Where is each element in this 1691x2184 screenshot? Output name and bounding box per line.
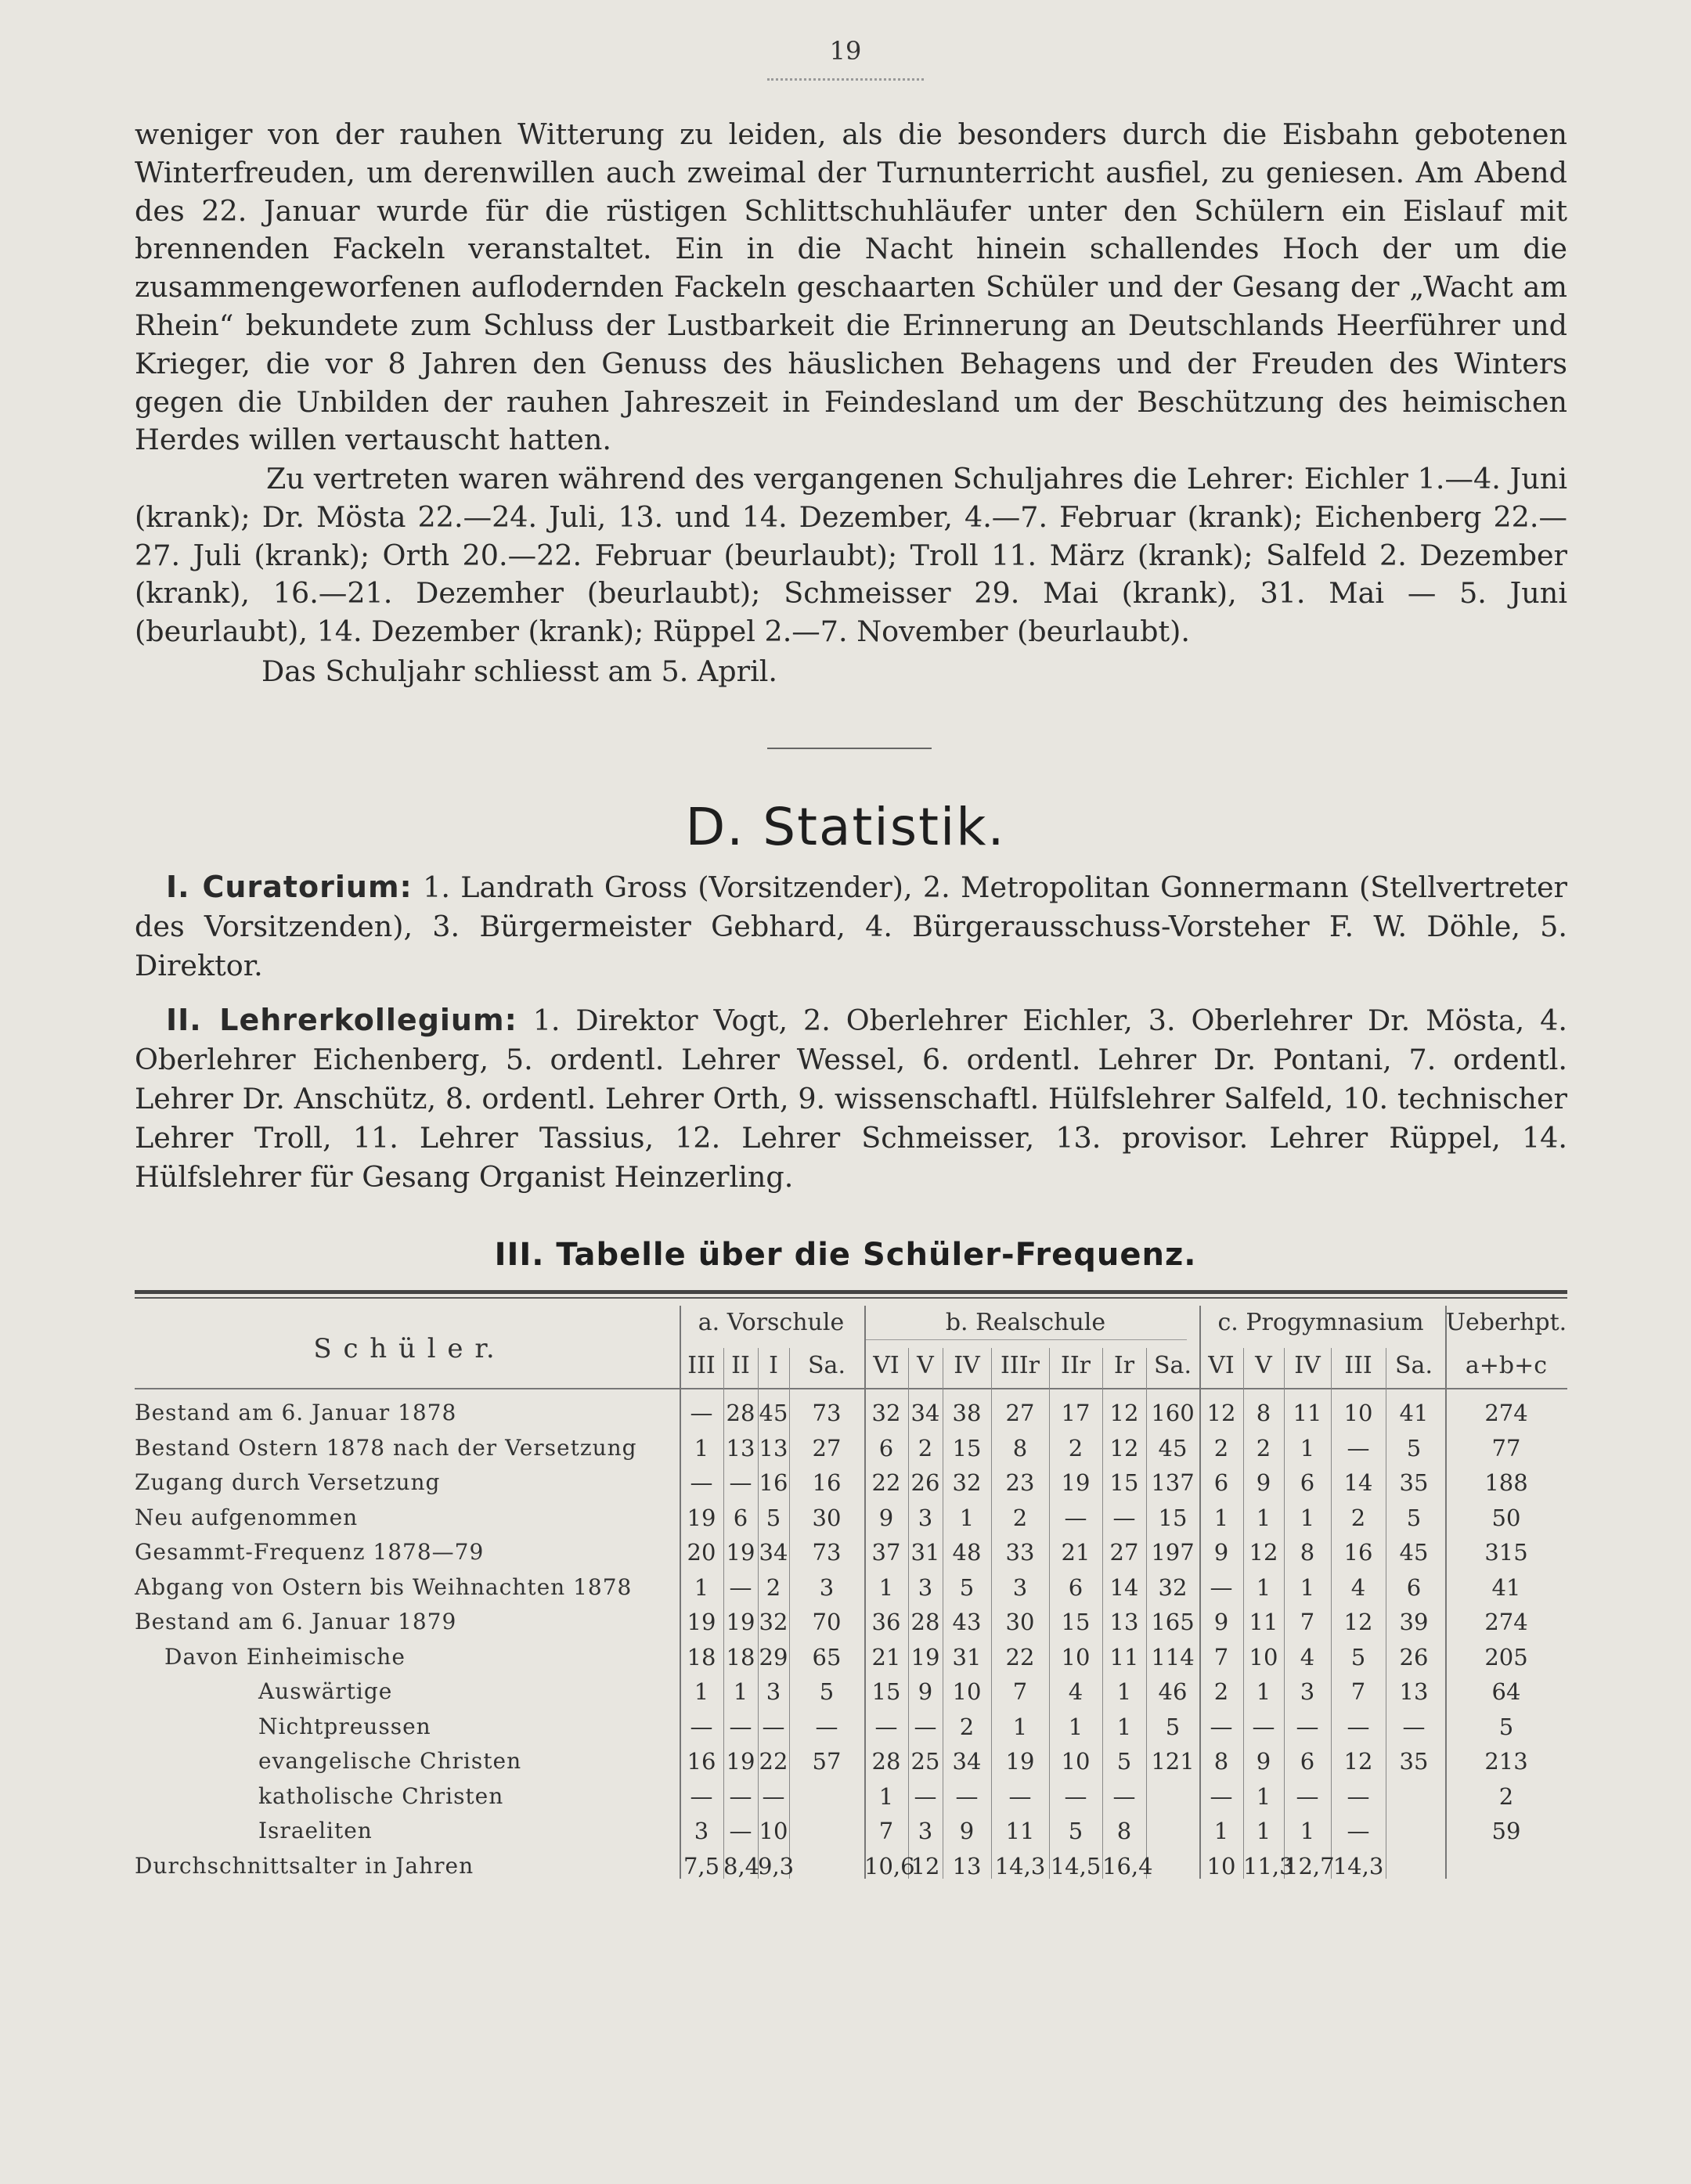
table-cell: 8: [1213, 1748, 1229, 1775]
table-cell: 11: [1109, 1643, 1139, 1670]
table-cell: 30: [1005, 1609, 1035, 1635]
table-cell: 70: [812, 1609, 842, 1635]
table-cell: 1: [1116, 1713, 1132, 1740]
group-underline: [864, 1339, 1187, 1340]
table-cell: 65: [812, 1643, 842, 1670]
table-cell: 21: [1061, 1539, 1091, 1566]
group-header-progymnasium: c. Progymnasium: [1217, 1309, 1424, 1336]
table-cell: 2: [959, 1713, 975, 1740]
table-cell: 114: [1151, 1643, 1195, 1670]
table-cell: 6: [1068, 1573, 1083, 1601]
table-cell: 3: [918, 1504, 933, 1531]
table-cell: 15: [1061, 1609, 1091, 1635]
curatorium-section: I. Curatorium: 1. Landrath Gross (Vorsitzender), 2. Metropolitan Gonnermann (Stellvertreter des Vorsitzenden), 3. Bürgermeister Gebhard, 4. Bürgerausschuss-Vorsteher F. W. Döhle, 5. Direktor.: [135, 870, 1567, 982]
table-cell: 13: [726, 1434, 755, 1461]
column-header: VI: [873, 1352, 900, 1379]
column-header: IV: [954, 1352, 980, 1379]
table-row: [0, 1710, 1691, 1744]
table-cell: 274: [1484, 1609, 1528, 1635]
table-cell: —: [690, 1782, 713, 1810]
table-cell: 6: [1300, 1748, 1315, 1775]
column-header: Sa.: [1395, 1352, 1433, 1379]
table-cell: 9: [1213, 1609, 1229, 1635]
table-cell: —: [1296, 1782, 1319, 1810]
table-cell: 5: [819, 1678, 835, 1705]
column-header: IV: [1294, 1352, 1321, 1379]
table-cell: 48: [952, 1539, 982, 1566]
table-cell: 1: [1012, 1713, 1028, 1740]
table-cell: 16: [1343, 1539, 1373, 1566]
table-cell: 11: [1005, 1818, 1035, 1844]
table-cell: —: [955, 1782, 979, 1810]
table-cell: 3: [1300, 1678, 1315, 1705]
table-cell: 10: [1343, 1400, 1373, 1426]
table-cell: 77: [1491, 1434, 1521, 1461]
row-label: Nichtpreussen: [258, 1713, 431, 1739]
table-cell: 57: [812, 1748, 842, 1775]
table-cell: —: [914, 1713, 937, 1740]
table-cell: 1: [1068, 1713, 1083, 1740]
table-cell: 37: [871, 1539, 901, 1566]
table-cell: 28: [910, 1609, 940, 1635]
table-cell: 27: [1109, 1539, 1139, 1566]
table-row: [0, 1465, 1691, 1500]
table-cell: 14,5: [1050, 1852, 1101, 1879]
table-cell: 12: [1206, 1400, 1236, 1426]
table-cell: 25: [910, 1748, 940, 1775]
table-row: [0, 1501, 1691, 1535]
table-cell: 19: [910, 1643, 940, 1670]
table-cell: 2: [1213, 1678, 1229, 1705]
table-cell: 15: [1158, 1504, 1188, 1531]
table-cell: 64: [1491, 1678, 1521, 1705]
table-cell: 7,5: [683, 1852, 720, 1879]
table-cell: —: [1347, 1713, 1370, 1740]
table-cell: 6: [733, 1504, 748, 1531]
table-cell: 41: [1399, 1400, 1429, 1426]
table-cell: 274: [1484, 1400, 1528, 1426]
table-cell: —: [1347, 1782, 1370, 1810]
table-cell: 31: [910, 1539, 940, 1566]
table-cell: 10: [1061, 1643, 1091, 1670]
row-label: Bestand Ostern 1878 nach der Versetzung: [135, 1434, 637, 1461]
table-cell: 7: [1012, 1678, 1028, 1705]
table-cell: 5: [1406, 1434, 1422, 1461]
section-heading: D. Statistik.: [685, 797, 1006, 857]
table-cell: 12: [1343, 1609, 1373, 1635]
table-cell: 2: [918, 1434, 933, 1461]
table-cell: 1: [694, 1678, 709, 1705]
table-row: [0, 1744, 1691, 1779]
table-cell: 19: [1005, 1748, 1035, 1775]
table-cell: 1: [694, 1573, 709, 1601]
table-cell: 20: [687, 1539, 716, 1566]
table-title: III. Tabelle über die Schüler-Frequenz.: [494, 1237, 1197, 1273]
table-cell: —: [1402, 1713, 1426, 1740]
table-cell: 4: [1300, 1643, 1315, 1670]
table-cell: 26: [910, 1469, 940, 1496]
table-cell: 6: [1300, 1469, 1315, 1496]
table-cell: —: [1210, 1573, 1233, 1601]
table-cell: 10: [1249, 1643, 1278, 1670]
table-cell: 11,3: [1243, 1852, 1294, 1879]
table-cell: 6: [1406, 1573, 1422, 1601]
table-cell: 160: [1151, 1400, 1195, 1426]
page-number-ornament: [767, 72, 924, 81]
row-label: evangelische Christen: [258, 1748, 522, 1774]
table-row: [0, 1605, 1691, 1639]
table-cell: 12,7: [1284, 1852, 1335, 1879]
table-cell: 14: [1109, 1573, 1139, 1601]
column-header: V: [1255, 1352, 1272, 1379]
table-cell: 22: [1005, 1643, 1035, 1670]
table-cell: 9: [878, 1504, 894, 1531]
table-cell: 19: [687, 1609, 716, 1635]
column-header: IIIr: [1001, 1352, 1040, 1379]
table-row: [0, 1535, 1691, 1570]
column-header: Sa.: [1154, 1352, 1192, 1379]
table-cell: 32: [871, 1400, 901, 1426]
table-cell: 2: [1498, 1782, 1514, 1810]
table-cell: —: [729, 1818, 752, 1844]
table-cell: —: [762, 1782, 785, 1810]
table-cell: 12: [1109, 1400, 1139, 1426]
header-bottom-rule: [135, 1388, 1567, 1389]
table-cell: 1: [1256, 1782, 1271, 1810]
table-cell: 15: [871, 1678, 901, 1705]
table-cell: 45: [759, 1400, 788, 1426]
table-cell: 165: [1151, 1609, 1195, 1635]
table-cell: 19: [726, 1539, 755, 1566]
table-cell: 3: [918, 1573, 933, 1601]
table-cell: 19: [726, 1609, 755, 1635]
table-cell: 1: [1256, 1504, 1271, 1531]
table-cell: 17: [1061, 1400, 1091, 1426]
table-cell: 1: [733, 1678, 748, 1705]
table-cell: 5: [1068, 1818, 1083, 1844]
table-cell: 18: [687, 1643, 716, 1670]
table-cell: 15: [1109, 1469, 1139, 1496]
table-cell: 213: [1484, 1748, 1528, 1775]
table-cell: 29: [759, 1643, 788, 1670]
row-label: Davon Einheimische: [164, 1643, 406, 1670]
table-cell: —: [914, 1782, 937, 1810]
table-row: [0, 1849, 1691, 1883]
table-cell: 10: [952, 1678, 982, 1705]
table-row: [0, 1779, 1691, 1814]
table-cell: 3: [819, 1573, 835, 1601]
table-cell: 8: [1300, 1539, 1315, 1566]
table-cell: —: [729, 1713, 752, 1740]
table-cell: 1: [1300, 1818, 1315, 1844]
table-cell: 43: [952, 1609, 982, 1635]
table-cell: 9: [1213, 1539, 1229, 1566]
table-cell: —: [1112, 1504, 1136, 1531]
table-cell: 197: [1151, 1539, 1195, 1566]
table-cell: 1: [878, 1573, 894, 1601]
table-cell: 34: [952, 1748, 982, 1775]
table-cell: —: [1347, 1818, 1370, 1844]
table-cell: 50: [1491, 1504, 1521, 1531]
table-cell: 121: [1151, 1748, 1195, 1775]
table-cell: 26: [1399, 1643, 1429, 1670]
table-cell: 45: [1399, 1539, 1429, 1566]
table-cell: —: [1347, 1434, 1370, 1461]
table-cell: 14,3: [994, 1852, 1046, 1879]
column-header: Sa.: [808, 1352, 846, 1379]
table-cell: 11: [1249, 1609, 1278, 1635]
table-cell: 2: [1213, 1434, 1229, 1461]
table-cell: 1: [878, 1782, 894, 1810]
row-label: Auswärtige: [258, 1678, 393, 1704]
paragraph-winter: weniger von der rauhen Witterung zu leiden, als die besonders durch die Eisbahn gebotenen Winterfreuden, um derenwillen auch zweimal der Turnunterricht ausfiel, zu geniesen. Am Abend des 22. Januar wurde für die rüstigen Schlittschuhläufer unter den Schülern ein Eislauf mit brennenden Fackeln veranstaltet. Ein in die Nacht hinein schallendes Hoch der um die zusammengeworfenen auflodernden Fackeln geschaarten Schüler und der Gesang der „Wacht am Rhein“ bekundete zum Schluss der Lustbarkeit die Erinnerung an Deutschlands Heerführer und Krieger, die vor 8 Jahren den Genuss des häuslichen Behagens und der Freuden des Winters gegen die Unbilden der rauhen Jahreszeit in Feindesland um der Beschützung des heimischen Herdes willen vertauscht hatten.: [135, 117, 1567, 457]
table-row-header: S c h ü l e r.: [313, 1333, 496, 1364]
table-cell: —: [1210, 1782, 1233, 1810]
table-cell: 36: [871, 1609, 901, 1635]
table-cell: 19: [687, 1504, 716, 1531]
table-cell: 12: [1343, 1748, 1373, 1775]
table-cell: 3: [766, 1678, 781, 1705]
table-cell: 12: [1249, 1539, 1278, 1566]
table-cell: 32: [759, 1609, 788, 1635]
table-cell: 7: [1213, 1643, 1229, 1670]
table-cell: 5: [1406, 1504, 1422, 1531]
column-header: VI: [1208, 1352, 1235, 1379]
table-cell: 9: [918, 1678, 933, 1705]
table-cell: 45: [1158, 1434, 1188, 1461]
table-cell: —: [762, 1713, 785, 1740]
column-header: Ir: [1113, 1352, 1135, 1379]
table-cell: 7: [1350, 1678, 1366, 1705]
table-cell: —: [1112, 1782, 1136, 1810]
table-cell: 9: [1256, 1748, 1271, 1775]
column-header: I: [769, 1352, 778, 1379]
table-cell: 9: [1256, 1469, 1271, 1496]
table-cell: 38: [952, 1400, 982, 1426]
table-cell: —: [690, 1469, 713, 1496]
table-top-rule-thin: [135, 1297, 1567, 1299]
table-cell: 6: [878, 1434, 894, 1461]
table-cell: 5: [1498, 1713, 1514, 1740]
table-cell: 73: [812, 1539, 842, 1566]
table-cell: 5: [766, 1504, 781, 1531]
table-top-rule: [135, 1290, 1567, 1294]
table-cell: 5: [959, 1573, 975, 1601]
column-header: a+b+c: [1465, 1352, 1548, 1379]
table-cell: —: [1210, 1713, 1233, 1740]
table-cell: —: [1296, 1713, 1319, 1740]
column-header: III: [687, 1352, 716, 1379]
table-cell: 10: [759, 1818, 788, 1844]
table-cell: 13: [1109, 1609, 1139, 1635]
table-cell: 188: [1484, 1469, 1528, 1496]
table-cell: 6: [1213, 1469, 1229, 1496]
table-cell: 14: [1343, 1469, 1373, 1496]
table-cell: 21: [871, 1643, 901, 1670]
table-cell: 1: [1213, 1504, 1229, 1531]
table-cell: 28: [726, 1400, 755, 1426]
table-cell: 46: [1158, 1678, 1188, 1705]
table-cell: —: [1064, 1782, 1087, 1810]
table-cell: 5: [1165, 1713, 1181, 1740]
table-cell: 35: [1399, 1469, 1429, 1496]
table-cell: 4: [1068, 1678, 1083, 1705]
table-cell: 5: [1116, 1748, 1132, 1775]
page-number: 19: [829, 36, 862, 66]
table-cell: 10: [1206, 1852, 1236, 1879]
table-cell: 2: [1012, 1504, 1028, 1531]
table-cell: 41: [1491, 1573, 1521, 1601]
table-cell: 30: [812, 1504, 842, 1531]
table-cell: 2: [1350, 1504, 1366, 1531]
table-cell: —: [690, 1713, 713, 1740]
row-label: Bestand am 6. Januar 1878: [135, 1400, 457, 1425]
table-cell: —: [690, 1400, 713, 1426]
table-row: [0, 1814, 1691, 1848]
table-cell: —: [1252, 1713, 1275, 1740]
table-cell: 1: [1116, 1678, 1132, 1705]
table-row: [0, 1674, 1691, 1709]
table-cell: 13: [1399, 1678, 1429, 1705]
column-header: III: [1344, 1352, 1372, 1379]
table-cell: 19: [726, 1748, 755, 1775]
paragraph-substitutions: Zu vertreten waren während des vergangenen Schuljahres die Lehrer: Eichler 1.—4. Juni (krank); Dr. Mösta 22.—24. Juli, 13. und 14. Dezember, 4.—7. Februar (krank); Eichenberg 22.—27. Juli (krank); Orth 20.—22. Februar (beurlaubt); Troll 11. März (krank); Salfeld 2. Dezember (krank), 16.—21. Dezemher (beurlaubt); Schmeisser 29. Mai (krank), 31. Mai — 5. Juni (beurlaubt), 14. Dezember (krank); Rüppel 2.—7. November (beurlaubt).: [135, 462, 1567, 649]
table-cell: 7: [1300, 1609, 1315, 1635]
table-cell: 12: [1109, 1434, 1139, 1461]
table-cell: —: [729, 1469, 752, 1496]
table-cell: 1: [1256, 1678, 1271, 1705]
table-cell: 315: [1484, 1539, 1528, 1566]
table-cell: 18: [726, 1643, 755, 1670]
table-cell: 16: [687, 1748, 716, 1775]
table-cell: —: [874, 1713, 898, 1740]
row-label: Israeliten: [258, 1818, 373, 1843]
table-cell: 4: [1350, 1573, 1366, 1601]
table-cell: 10: [1061, 1748, 1091, 1775]
table-cell: 16: [759, 1469, 788, 1496]
lehrerkollegium-section: II. Lehrerkollegium: 1. Direktor Vogt, 2. Oberlehrer Eichler, 3. Oberlehrer Dr. Mösta, 4. Oberlehrer Eichenberg, 5. ordentl. Lehrer Wessel, 6. ordentl. Lehrer Dr. Pontani, 7. ordentl. Lehrer Dr. Anschütz, 8. ordentl. Lehrer Orth, 9. wissenschaftl. Hülfslehrer Salfeld, 10. technischer Lehrer Troll, 11. Lehrer Tassius, 12. Lehrer Schmeisser, 13. provisor. Lehrer Rüppel, 14. Hülfslehrer für Gesang Organist Heinzerling.: [135, 1003, 1567, 1194]
table-cell: 32: [952, 1469, 982, 1496]
table-cell: 13: [759, 1434, 788, 1461]
row-label: Gesammt-Frequenz 1878—79: [135, 1539, 485, 1565]
table-cell: 3: [1012, 1573, 1028, 1601]
row-label: Abgang von Ostern bis Weihnachten 1878: [135, 1573, 633, 1600]
table-cell: —: [1064, 1504, 1087, 1531]
group-header-vorschule: a. Vorschule: [698, 1309, 845, 1336]
table-cell: —: [729, 1573, 752, 1601]
table-row: [0, 1640, 1691, 1674]
table-cell: —: [1008, 1782, 1032, 1810]
row-label: Zugang durch Versetzung: [135, 1469, 441, 1495]
table-cell: 32: [1158, 1573, 1188, 1601]
table-cell: 9,3: [758, 1852, 795, 1879]
table-cell: 28: [871, 1748, 901, 1775]
table-cell: 19: [1061, 1469, 1091, 1496]
section-divider: [767, 748, 932, 749]
table-cell: 12: [910, 1852, 940, 1879]
table-cell: 2: [1068, 1434, 1083, 1461]
table-row: [0, 1431, 1691, 1465]
table-cell: 3: [918, 1818, 933, 1844]
curatorium-label: I. Curatorium:: [166, 870, 413, 904]
row-label: Neu aufgenommen: [135, 1504, 359, 1530]
table-cell: 27: [1005, 1400, 1035, 1426]
table-cell: 2: [766, 1573, 781, 1601]
table-cell: 22: [871, 1469, 901, 1496]
table-cell: 7: [878, 1818, 894, 1844]
table-cell: 137: [1151, 1469, 1195, 1496]
table-cell: 1: [1256, 1818, 1271, 1844]
row-label: katholische Christen: [258, 1782, 504, 1809]
table-cell: 5: [1350, 1643, 1366, 1670]
table-cell: 34: [910, 1400, 940, 1426]
table-cell: 31: [952, 1643, 982, 1670]
table-cell: 1: [1256, 1573, 1271, 1601]
column-header: IIr: [1060, 1352, 1091, 1379]
table-cell: 13: [952, 1852, 982, 1879]
table-cell: 8,4: [723, 1852, 760, 1879]
table-cell: 33: [1005, 1539, 1035, 1566]
table-cell: 1: [959, 1504, 975, 1531]
column-header: V: [917, 1352, 934, 1379]
table-cell: 34: [759, 1539, 788, 1566]
table-cell: 8: [1256, 1400, 1271, 1426]
table-cell: 15: [952, 1434, 982, 1461]
table-cell: —: [815, 1713, 838, 1740]
group-header-ueberhaupt: Ueberhpt.: [1445, 1309, 1567, 1336]
table-cell: 10,6: [864, 1852, 915, 1879]
table-cell: 59: [1491, 1818, 1521, 1844]
table-cell: 16,4: [1102, 1852, 1153, 1879]
table-cell: 1: [1300, 1434, 1315, 1461]
table-cell: 22: [759, 1748, 788, 1775]
table-cell: 39: [1399, 1609, 1429, 1635]
table-row: [0, 1396, 1691, 1430]
table-cell: 9: [959, 1818, 975, 1844]
table-cell: 14,3: [1332, 1852, 1384, 1879]
row-label: Bestand am 6. Januar 1879: [135, 1609, 457, 1634]
table-cell: 3: [694, 1818, 709, 1844]
table-cell: 27: [812, 1434, 842, 1461]
lehrerkollegium-label: II. Lehrerkollegium:: [166, 1003, 517, 1037]
group-header-realschule: b. Realschule: [945, 1309, 1106, 1336]
table-cell: —: [729, 1782, 752, 1810]
table-cell: 11: [1293, 1400, 1322, 1426]
table-cell: 23: [1005, 1469, 1035, 1496]
table-cell: 8: [1116, 1818, 1132, 1844]
table-cell: 2: [1256, 1434, 1271, 1461]
column-header: II: [731, 1352, 750, 1379]
table-cell: 1: [1213, 1818, 1229, 1844]
table-cell: 35: [1399, 1748, 1429, 1775]
table-cell: 1: [694, 1434, 709, 1461]
table-cell: 8: [1012, 1434, 1028, 1461]
table-cell: 1: [1300, 1573, 1315, 1601]
table-cell: 16: [812, 1469, 842, 1496]
table-row: [0, 1570, 1691, 1605]
table-cell: 205: [1484, 1643, 1528, 1670]
paragraph-school-year-end: Das Schuljahr schliesst am 5. April.: [261, 654, 778, 688]
row-label: Durchschnittsalter in Jahren: [135, 1852, 474, 1879]
table-cell: 1: [1300, 1504, 1315, 1531]
table-cell: 73: [812, 1400, 842, 1426]
